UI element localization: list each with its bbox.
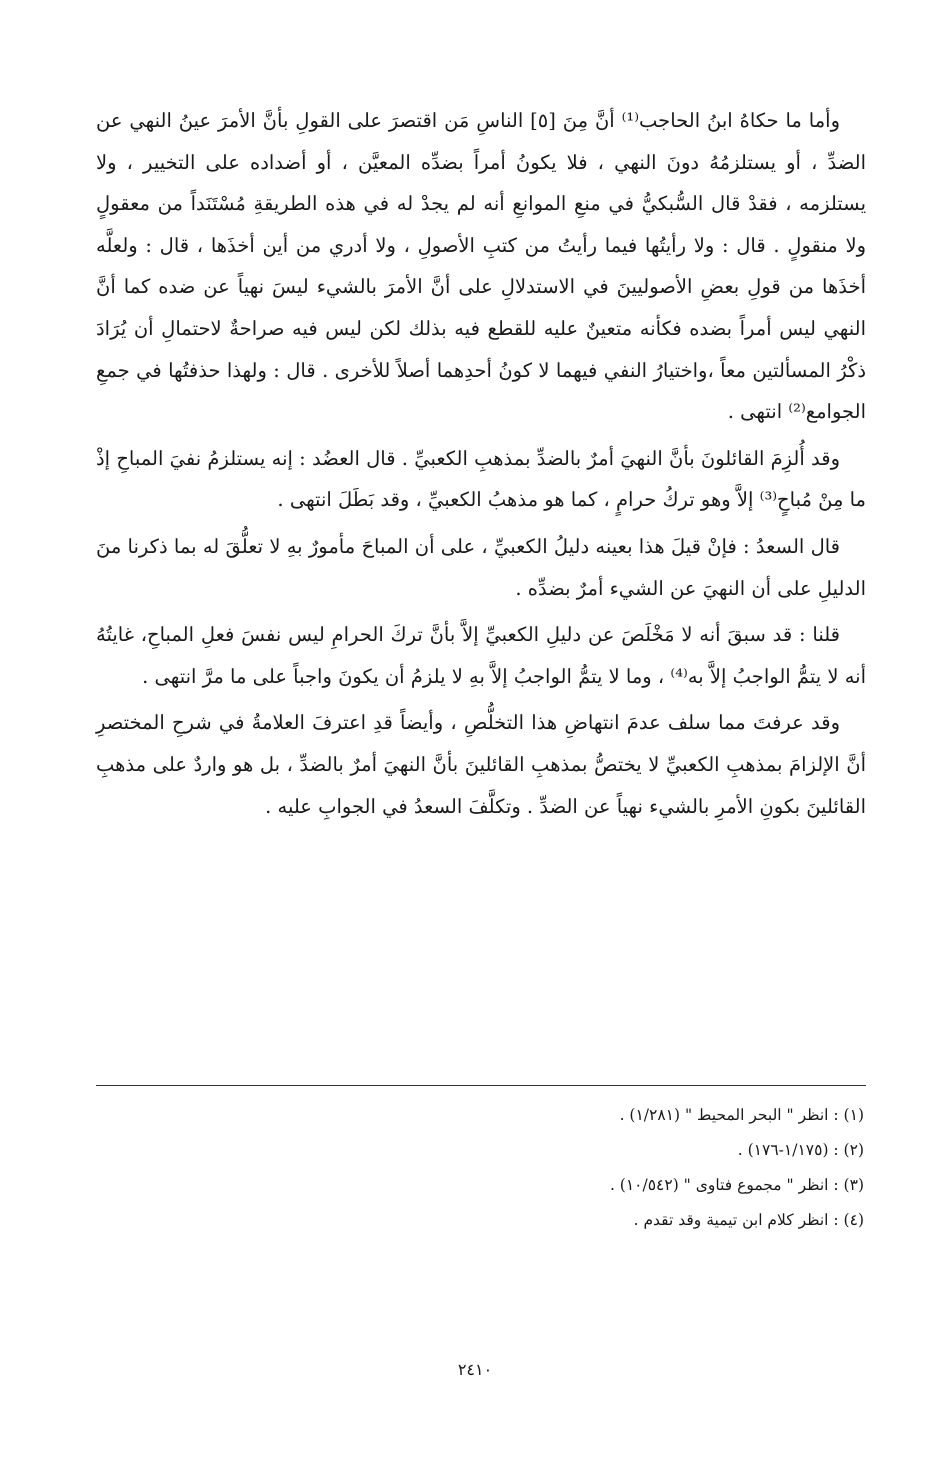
footnote-4: (٤) : انظر كلام ابن تيمية وقد تقدم . — [633, 1211, 864, 1229]
paragraph-3: قال السعدُ : فإنْ قيلَ هذا بعينه دليلُ الكعبيِّ ، على أن المباحَ مأمورٌ بهِ لا تعلُّقَ له بما ذكرنا منَ الدليلِ على أن النهيَ عن الشيء أمرٌ بضدِّه . — [96, 534, 866, 600]
page-number: ٢٤١٠ — [457, 1360, 493, 1379]
footnote-divider — [96, 1085, 866, 1086]
paragraph-4: قلنا : قد سبقَ أنه لا مَخْلَصَ عن دليلِ الكعبيِّ إلاَّ بأنَّ تركَ الحرامِ ليس نفسَ فعلِ المباحِ، غايتُهُ أنه لا يتمُّ الواجبُ إلاَّ به⁽⁴⁾ ، وما لا يتمُّ الواجبُ إلاَّ بهِ لا يلزمُ أن يكونَ واجباً على ما مرَّ انتهى . — [96, 623, 866, 688]
footnote-2: (٢) : (١/١٧٥-١٧٦) . — [737, 1141, 864, 1159]
paragraph-1: وأما ما حكاهُ ابنُ الحاجب⁽¹⁾ أنَّ مِنَ [٥] الناسِ مَن اقتصرَ على القولِ بأنَّ الأمرَ عينُ النهي عن الضدِّ ، أو يستلزمُهُ دونَ النهي ، فلا يكونُ أمراً بضدِّه المعيَّن ، أو أضداده على التخيير ، ولا يستلزمه ، فقدْ قال السُّبكيُّ في منعِ الموانعِ أنه لم يجدْ له في هذه الطريقةِ مُسْتَنَداً من معقولٍ ولا منقولٍ . قال : ولا رأيتُها فيما رأيتُ من كتبِ الأصولِ ، ولا أدري من أين أخذَها ، قال : ولعلَّه أخذَها من قولِ بعضِ الأصوليينَ في الاستدلالِ على أنَّ الأمرَ بالشيء ليسَ نهياً عن ضده كما أنَّ النهي ليس أمراً بضده فكأنه متعينٌ عليه للقطع فيه بذلك لكن ليس فيه صراحةٌ لاحتمالِ أن يُرَادَ ذكْرُ المسألتين معاً ،واختيارُ النفي فيهما لا كونُ أحدِهما أصلاً للأخرى . قال : ولهذا حذفتُها في جمعِ الجوامع⁽²⁾ انتهى . — [96, 109, 867, 424]
main-text — [96, 100, 866, 827]
paragraph-2: وقد أُلزِمَ القائلونَ بأنَّ النهيَ أمرٌ بالضدِّ بمذهبِ الكعبيِّ . قال العضُد : إنه يستلزمُ نفيَ المباحِ إذْ ما مِنْ مُباحٍ⁽³⁾ إلاَّ وهو تركُ حرامٍ ، كما هو مذهبُ الكعبيِّ ، وقد بَطَلَ انتهى . — [96, 446, 866, 512]
footnote-1: (١) : انظر " البحر المحيط " (١/٢٨١) . — [619, 1106, 864, 1124]
paragraph-5: وقد عرفتَ مما سلف عدمَ انتهاضِ هذا التخلُّصِ ، وأيضاً قدِ اعترفَ العلامةُ في شرحِ المختصرِ أنَّ الإلزامَ بمذهبِ الكعبيِّ لا يختصُّ بمذهبِ القائلينَ بأنَّ النهيَ أمرٌ بالضدِّ ، بل هو واردٌ على مذهبِ القائلينَ بكونِ الأمرِ بالشيء نهياً عن الضدِّ . وتكلَّفَ السعدُ في الجوابِ عليه . — [96, 711, 866, 818]
footnotes — [96, 1098, 866, 1238]
footnote-3: (٣) : انظر " مجموع فتاوى " (١٠/٥٤٢) . — [609, 1176, 864, 1194]
